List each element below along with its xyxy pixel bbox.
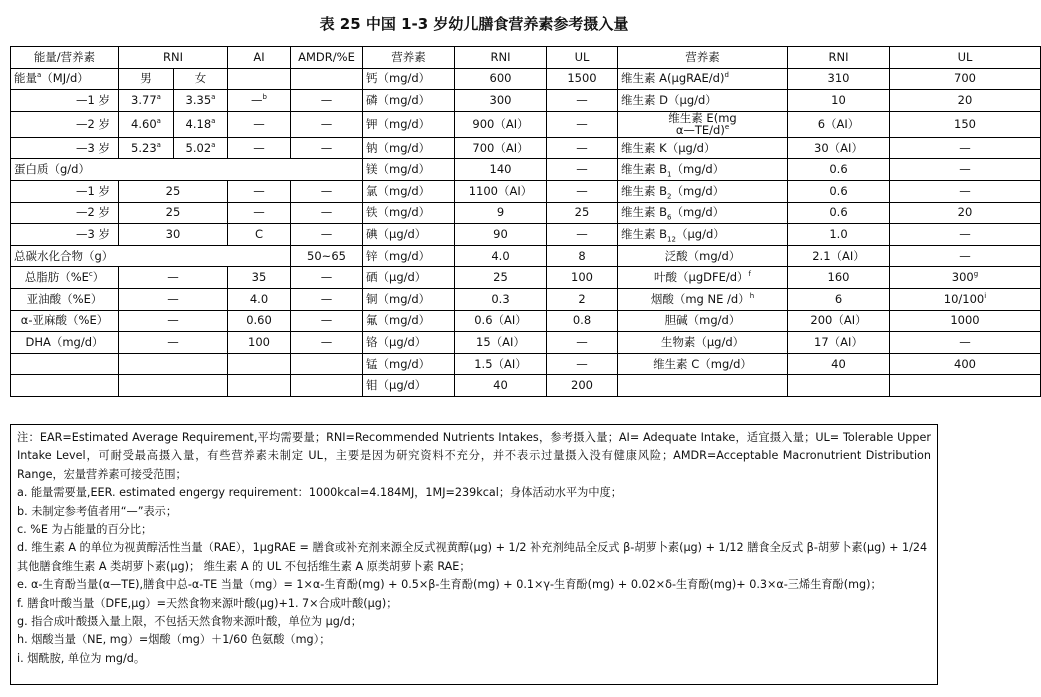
nutrient-name-cell: 钠（mg/d）: [363, 137, 455, 159]
table-row: [11, 90, 1041, 112]
rni-cell: 0.6: [788, 180, 890, 202]
rni-cell: 40: [455, 375, 547, 397]
header-cell: 营养素: [363, 47, 455, 69]
vitamin-name-cell: 维生素 $B_1(mg/d)$: [618, 159, 788, 181]
ul-cell: —: [547, 180, 618, 202]
nutrient-name-cell: 铜（mg/d）: [363, 288, 455, 310]
note-line: b. 未制定参考值者用“—”表示；: [17, 504, 178, 518]
rni-cell: 310: [788, 68, 890, 90]
vitamin-name-cell: 维生素 A(μgRAE/d)$^d$: [618, 68, 788, 90]
rni-cell: 30: [119, 224, 228, 246]
vitamin-name-cell: 维生素 E(mg α—TE/d)$^e$: [618, 111, 788, 137]
rni-cell: 2.1（AI）: [788, 245, 890, 267]
note-line: f. 膳食叶酸当量（DFE,μg）=天然食物来源叶酸(μg)+1. 7×合成叶酸(μg)；: [17, 596, 398, 610]
vitamin-name-cell: 维生素 $B_{12}(\mu g/d)$: [618, 224, 788, 246]
rni-cell: 200（AI）: [788, 310, 890, 332]
table-notes: [10, 424, 938, 685]
age-label-cell: —2 岁: [11, 111, 119, 137]
age-label-cell: —1 岁: [11, 90, 119, 112]
rni-cell: —: [119, 310, 228, 332]
nutrient-name-cell: 钼（μg/d）: [363, 375, 455, 397]
table-title: 表 25 中国 1-3 岁幼儿膳食营养素参考摄入量: [319, 15, 629, 33]
carbohydrate-label-cell: 总碳水化合物（g）: [11, 245, 291, 267]
table-row: [11, 375, 1041, 397]
ul-cell: —: [890, 224, 1041, 246]
rni-cell: 140: [455, 159, 547, 181]
rni-cell: 1.5（AI）: [455, 353, 547, 375]
rni-male-cell: 男: [119, 68, 174, 90]
ai-cell: [228, 68, 291, 90]
vitamin-name-cell: 泛酸（mg/d）: [618, 245, 788, 267]
amdr-cell: —: [291, 90, 363, 112]
vitamin-name-cell: 维生素 C（mg/d）: [618, 353, 788, 375]
nutrient-table: [10, 46, 1041, 397]
nutrient-label-cell: DHA（mg/d）: [11, 332, 119, 354]
nutrient-name-cell: 锰（mg/d）: [363, 353, 455, 375]
ul-cell: —: [547, 90, 618, 112]
vitamin-name-cell: 维生素 D（μg/d）: [618, 90, 788, 112]
ul-cell: —: [890, 137, 1041, 159]
amdr-cell: 50~65: [291, 245, 363, 267]
table-row: [11, 202, 1041, 224]
vitamin-name-cell: 烟酸（mg NE /d）$^h$: [618, 288, 788, 310]
rni-female-cell: 女: [174, 68, 228, 90]
amdr-cell: —: [291, 224, 363, 246]
rni-male-cell: 5.23$^a$: [119, 137, 174, 159]
ul-cell: 0.8: [547, 310, 618, 332]
vitamin-name-cell: 胆碱（mg/d）: [618, 310, 788, 332]
header-cell: 能量/营养素: [11, 47, 119, 69]
ul-cell: —: [547, 137, 618, 159]
ul-cell: 200: [547, 375, 618, 397]
nutrient-name-cell: 铁（mg/d）: [363, 202, 455, 224]
rni-cell: 0.6: [788, 202, 890, 224]
empty-cell: [228, 353, 291, 375]
header-cell: RNI: [455, 47, 547, 69]
header-cell: RNI: [788, 47, 890, 69]
nutrient-label-cell: 亚油酸（%E）: [11, 288, 119, 310]
rni-cell: —: [119, 288, 228, 310]
ul-cell: —: [547, 353, 618, 375]
nutrient-name-cell: 硒（μg/d）: [363, 267, 455, 289]
nutrient-label-cell: 总脂肪$(\%E^c)$: [11, 267, 119, 289]
rni-cell: 1.0: [788, 224, 890, 246]
rni-male-cell: 3.77$^a$: [119, 90, 174, 112]
rni-cell: 600: [455, 68, 547, 90]
note-line: 注：EAR=Estimated Average Requirement,平均需要量；RNI=Recommended Nutrients Intakes，参考摄入量；AI= Adequate Intake，适宜摄入量；UL= Tolerable Upper Intake Level，可耐受最高摄入量，有些营养素未制定 UL，主要是因为研究资料不充分，并不表示过量摄入没有健康风险；AMDR=Acceptable Macronutrient Distribution Range，宏量营养素可接受范围；: [17, 431, 931, 481]
protein-label-cell: 蛋白质（g/d）: [11, 159, 363, 181]
note-line: d. 维生素 A 的单位为视黄醇活性当量（RAE），1μgRAE = 膳食或补充剂来源全反式视黄醇(μg) + 1/2 补充剂纯品全反式 β-胡萝卜素(μg) + 1/12 膳食全反式 β-胡萝卜素(μg) + 1/24 其他膳食维生素 A 类胡萝卜素(μg)； 维生素 A 的 UL 不包括维生素 A 原类胡萝卜素 RAE；: [17, 541, 928, 573]
age-label-cell: —3 岁: [11, 137, 119, 159]
rni-cell: 25: [455, 267, 547, 289]
age-label-cell: —2 岁: [11, 202, 119, 224]
rni-cell: —: [119, 267, 228, 289]
ul-cell: —: [547, 159, 618, 181]
empty-cell: [890, 375, 1041, 397]
ul-cell: —: [890, 332, 1041, 354]
table-row: [11, 111, 1041, 137]
rni-cell: 300: [455, 90, 547, 112]
note-line: a. 能量需要量,EER. estimated engergy requirement：1000kcal=4.184MJ，1MJ=239kcal；身体活动水平为中度；: [17, 486, 622, 500]
rni-cell: —: [119, 332, 228, 354]
table-row: [11, 68, 1041, 90]
amdr-cell: —: [291, 180, 363, 202]
rni-cell: 10: [788, 90, 890, 112]
note-line: i. 烟酰胺, 单位为 mg/d。: [17, 651, 146, 665]
empty-cell: [11, 375, 119, 397]
empty-cell: [11, 353, 119, 375]
vitamin-name-cell: 维生素 $B_2(mg/d)$: [618, 180, 788, 202]
rni-cell: 15（AI）: [455, 332, 547, 354]
table-row: [11, 353, 1041, 375]
rni-cell: 700（AI）: [455, 137, 547, 159]
rni-cell: 17（AI）: [788, 332, 890, 354]
ul-cell: 300$^g$: [890, 267, 1041, 289]
ul-cell: 25: [547, 202, 618, 224]
empty-cell: [228, 375, 291, 397]
nutrient-name-cell: 钾（mg/d）: [363, 111, 455, 137]
nutrient-name-cell: 锌（mg/d）: [363, 245, 455, 267]
empty-cell: [291, 375, 363, 397]
ai-cell: 0.60: [228, 310, 291, 332]
header-cell: UL: [547, 47, 618, 69]
amdr-cell: —: [291, 310, 363, 332]
rni-female-cell: 5.02$^a$: [174, 137, 228, 159]
rni-cell: 0.3: [455, 288, 547, 310]
amdr-cell: [291, 68, 363, 90]
ul-cell: 8: [547, 245, 618, 267]
vitamin-name-cell: 维生素 $B_6(mg/d)$: [618, 202, 788, 224]
table-row: [11, 310, 1041, 332]
rni-cell: 40: [788, 353, 890, 375]
ul-cell: 10/100$^i$: [890, 288, 1041, 310]
rni-female-cell: 3.35$^a$: [174, 90, 228, 112]
empty-cell: [618, 375, 788, 397]
ul-cell: 20: [890, 202, 1041, 224]
ai-cell: 4.0: [228, 288, 291, 310]
amdr-cell: —: [291, 137, 363, 159]
amdr-cell: —: [291, 267, 363, 289]
vitamin-name-cell: 生物素（μg/d）: [618, 332, 788, 354]
rni-cell: 160: [788, 267, 890, 289]
header-row: [11, 47, 1041, 69]
table-row: [11, 137, 1041, 159]
ul-cell: 1000: [890, 310, 1041, 332]
rni-cell: 4.0: [455, 245, 547, 267]
energy-label-cell: 能量$^a$（MJ/d）: [11, 68, 119, 90]
rni-cell: 0.6: [788, 159, 890, 181]
ul-cell: 20: [890, 90, 1041, 112]
header-cell: RNI: [119, 47, 228, 69]
empty-cell: [788, 375, 890, 397]
ul-cell: 2: [547, 288, 618, 310]
nutrient-name-cell: 钙（mg/d）: [363, 68, 455, 90]
ai-cell: —: [228, 180, 291, 202]
nutrient-name-cell: 碘（μg/d）: [363, 224, 455, 246]
note-line: g. 指合成叶酸摄入量上限，不包括天然食物来源叶酸，单位为 μg/d；: [17, 615, 362, 629]
amdr-cell: —: [291, 111, 363, 137]
header-cell: UL: [890, 47, 1041, 69]
rni-cell: 25: [119, 180, 228, 202]
amdr-cell: —: [291, 202, 363, 224]
ul-cell: 100: [547, 267, 618, 289]
note-line: h. 烟酸当量（NE, mg）=烟酸（mg）＋1/60 色氨酸（mg）；: [17, 633, 331, 647]
age-label-cell: —3 岁: [11, 224, 119, 246]
nutrient-name-cell: 磷（mg/d）: [363, 90, 455, 112]
header-cell: AI: [228, 47, 291, 69]
nutrient-name-cell: 镁（mg/d）: [363, 159, 455, 181]
ul-cell: 700: [890, 68, 1041, 90]
table-row: [11, 332, 1041, 354]
rni-cell: 90: [455, 224, 547, 246]
ai-cell: C: [228, 224, 291, 246]
ul-cell: —: [890, 180, 1041, 202]
ul-cell: 150: [890, 111, 1041, 137]
table-row: [11, 267, 1041, 289]
rni-cell: 6: [788, 288, 890, 310]
ul-cell: —: [890, 245, 1041, 267]
nutrient-label-cell: α-亚麻酸（%E）: [11, 310, 119, 332]
rni-cell: 1100（AI）: [455, 180, 547, 202]
vitamin-name-cell: 维生素 K（μg/d）: [618, 137, 788, 159]
table-row: [11, 288, 1041, 310]
rni-cell: 30（AI）: [788, 137, 890, 159]
rni-female-cell: 4.18$^a$: [174, 111, 228, 137]
ul-cell: —: [547, 224, 618, 246]
table-row: [11, 159, 1041, 181]
nutrient-name-cell: 氟（mg/d）: [363, 310, 455, 332]
rni-cell: 25: [119, 202, 228, 224]
ai-cell: —: [228, 202, 291, 224]
ai-cell: —: [228, 111, 291, 137]
note-line: e. α-生育酚当量(α—TE),膳食中总-α-TE 当量（mg）= 1×α-生育酚(mg) + 0.5×β-生育酚(mg) + 0.1×γ-生育酚(mg) + 0.02×δ-生育酚(mg)+ 0.3×α-三烯生育酚(mg)；: [17, 578, 882, 592]
ul-cell: —: [547, 332, 618, 354]
empty-cell: [119, 353, 228, 375]
ul-cell: —: [890, 159, 1041, 181]
table-row: [11, 180, 1041, 202]
rni-cell: 6（AI）: [788, 111, 890, 137]
ul-cell: 400: [890, 353, 1041, 375]
amdr-cell: —: [291, 332, 363, 354]
ai-cell: 100: [228, 332, 291, 354]
vitamin-name-cell: 叶酸（μgDFE/d）$^f$: [618, 267, 788, 289]
rni-cell: 0.6（AI）: [455, 310, 547, 332]
rni-cell: 900（AI）: [455, 111, 547, 137]
nutrient-name-cell: 氯（mg/d）: [363, 180, 455, 202]
note-line: c. %E 为占能量的百分比；: [17, 523, 153, 537]
empty-cell: [291, 353, 363, 375]
rni-cell: 9: [455, 202, 547, 224]
ai-cell: —: [228, 137, 291, 159]
age-label-cell: —1 岁: [11, 180, 119, 202]
amdr-cell: —: [291, 288, 363, 310]
empty-cell: [119, 375, 228, 397]
nutrient-name-cell: 铬（μg/d）: [363, 332, 455, 354]
table-row: [11, 224, 1041, 246]
ul-cell: 1500: [547, 68, 618, 90]
ul-cell: —: [547, 111, 618, 137]
ai-cell: 35: [228, 267, 291, 289]
rni-male-cell: 4.60$^a$: [119, 111, 174, 137]
ai-cell: —$^b$: [228, 90, 291, 112]
table-row: [11, 245, 1041, 267]
header-cell: 营养素: [618, 47, 788, 69]
header-cell: AMDR/%E: [291, 47, 363, 69]
